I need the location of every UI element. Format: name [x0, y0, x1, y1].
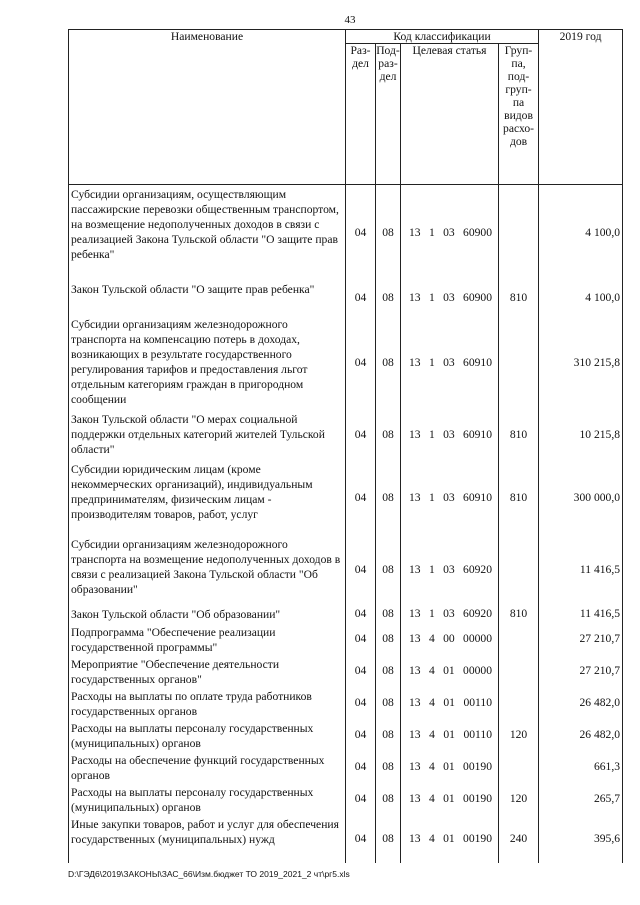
target-part-2: 4: [428, 664, 435, 677]
target-part-2: 1: [428, 290, 435, 304]
target-part-3: 01: [443, 792, 455, 805]
row-podrazdel: 08: [376, 623, 401, 655]
target-part-4: 00110: [463, 728, 492, 741]
row-amount: 4 100,0: [539, 185, 623, 280]
row-podrazdel: 08: [376, 815, 401, 863]
row-target-code: [401, 280, 499, 315]
row-podrazdel: 08: [376, 751, 401, 783]
row-podrazdel: 08: [376, 280, 401, 315]
table-row: [69, 410, 623, 460]
row-podrazdel: 08: [376, 185, 401, 280]
row-razdel: 04: [346, 460, 376, 535]
target-part-2: 1: [428, 225, 435, 239]
row-group: 810: [499, 605, 539, 623]
row-razdel: 04: [346, 605, 376, 623]
row-group: [499, 535, 539, 605]
row-name: Расходы на обеспечение функций государственных органов: [69, 751, 346, 783]
target-part-2: 1: [428, 490, 435, 504]
table-row: [69, 655, 623, 687]
target-part-4: 60910: [463, 355, 492, 369]
row-name: Мероприятие "Обеспечение деятельности государственных органов": [69, 655, 346, 687]
target-part-1: 13: [409, 832, 421, 845]
row-podrazdel: 08: [376, 410, 401, 460]
row-target-code: [401, 751, 499, 783]
row-amount: 26 482,0: [539, 687, 623, 719]
row-target-code: [401, 315, 499, 410]
row-group: 810: [499, 280, 539, 315]
target-part-3: 03: [443, 607, 455, 620]
target-part-4: 00190: [463, 792, 492, 805]
row-razdel: 04: [346, 655, 376, 687]
row-group: [499, 751, 539, 783]
row-podrazdel: 08: [376, 535, 401, 605]
row-razdel: 04: [346, 783, 376, 815]
target-part-4: 00110: [463, 696, 492, 709]
row-amount: 27 210,7: [539, 655, 623, 687]
row-amount: 310 215,8: [539, 315, 623, 410]
table-row: [69, 185, 623, 280]
target-part-4: 60920: [463, 563, 492, 576]
target-part-2: 4: [428, 792, 435, 805]
target-part-3: 01: [443, 832, 455, 845]
row-group: [499, 623, 539, 655]
target-part-3: 03: [443, 563, 455, 576]
row-target-code: [401, 687, 499, 719]
table-row: [69, 783, 623, 815]
row-razdel: 04: [346, 410, 376, 460]
row-podrazdel: 08: [376, 655, 401, 687]
row-group: 120: [499, 783, 539, 815]
row-name: Расходы на выплаты персоналу государственных (муниципальных) органов: [69, 783, 346, 815]
file-path-footer: D:\ГЭД6\2019\ЗАКОНЫ\ЗАС_66\Изм.бюджет ТО 2019_2021_2 чт\рг5.xls: [68, 869, 350, 879]
target-part-3: 01: [443, 696, 455, 709]
target-part-2: 4: [428, 760, 435, 773]
target-part-4: 60910: [463, 490, 492, 504]
row-podrazdel: 08: [376, 719, 401, 751]
target-part-2: 1: [428, 355, 435, 369]
row-amount: 4 100,0: [539, 280, 623, 315]
row-target-code: [401, 815, 499, 863]
row-name: Закон Тульской области "Об образовании": [69, 605, 346, 623]
row-group: [499, 185, 539, 280]
row-podrazdel: 08: [376, 315, 401, 410]
row-target-code: [401, 185, 499, 280]
row-name: Подпрограмма "Обеспечение реализации государственной программы": [69, 623, 346, 655]
header-target: Целевая статья: [401, 44, 499, 185]
target-part-2: 1: [428, 607, 435, 620]
row-name: Субсидии организациям железнодорожного транспорта на компенсацию потерь в доходах, возникающих в результате государственного регулирования тарифов и предоставления льгот отдельным категориям граждан в пригородном сообщении: [69, 315, 346, 410]
row-razdel: 04: [346, 315, 376, 410]
row-amount: 27 210,7: [539, 623, 623, 655]
target-part-3: 03: [443, 428, 455, 441]
row-group: [499, 687, 539, 719]
target-part-4: 60900: [463, 290, 492, 304]
target-part-3: 01: [443, 664, 455, 677]
target-part-3: 01: [443, 760, 455, 773]
table-row: [69, 687, 623, 719]
table-row: [69, 605, 623, 623]
table-body: [69, 185, 623, 863]
row-amount: 11 416,5: [539, 535, 623, 605]
row-razdel: 04: [346, 719, 376, 751]
row-podrazdel: 08: [376, 460, 401, 535]
table-row: [69, 535, 623, 605]
target-part-1: 13: [409, 490, 421, 504]
target-part-1: 13: [409, 355, 421, 369]
row-target-code: [401, 460, 499, 535]
row-group: 240: [499, 815, 539, 863]
table-row: [69, 460, 623, 535]
target-part-1: 13: [409, 428, 421, 441]
row-group: 810: [499, 460, 539, 535]
row-name: Закон Тульской области "О мерах социальной поддержки отдельных категорий жителей Тульской области": [69, 410, 346, 460]
row-target-code: [401, 535, 499, 605]
row-razdel: 04: [346, 535, 376, 605]
header-year: 2019 год: [539, 30, 623, 185]
target-part-2: 4: [429, 728, 435, 741]
row-target-code: [401, 655, 499, 687]
target-part-1: 13: [409, 760, 421, 773]
row-podrazdel: 08: [376, 783, 401, 815]
table-row: [69, 623, 623, 655]
row-amount: 10 215,8: [539, 410, 623, 460]
target-part-1: 13: [409, 664, 421, 677]
target-part-1: 13: [409, 607, 421, 620]
target-part-3: 03: [443, 290, 455, 304]
row-target-code: [401, 605, 499, 623]
header-code: Код классификации: [346, 30, 539, 44]
row-amount: 11 416,5: [539, 605, 623, 623]
row-name: Субсидии организациям, осуществляющим пассажирские перевозки общественным транспортом, на возмещение недополученных доходов в связи с реализацией Закона Тульской области "О защите прав ребенка": [69, 185, 346, 280]
target-part-3: 03: [443, 225, 455, 239]
target-part-4: 00000: [463, 664, 492, 677]
target-part-4: 60920: [463, 607, 492, 620]
target-part-3: 01: [443, 728, 455, 741]
row-name: Расходы на выплаты персоналу государственных (муниципальных) органов: [69, 719, 346, 751]
target-part-2: 1: [428, 428, 435, 441]
row-razdel: 04: [346, 185, 376, 280]
row-group: [499, 655, 539, 687]
target-part-2: 4: [428, 832, 435, 845]
target-part-4: 00190: [463, 760, 492, 773]
row-razdel: 04: [346, 687, 376, 719]
row-amount: 26 482,0: [539, 719, 623, 751]
row-group: 810: [499, 410, 539, 460]
table-row: [69, 315, 623, 410]
header-razdel: Раз- дел: [346, 44, 376, 185]
row-group: 120: [499, 719, 539, 751]
row-amount: 395,6: [539, 815, 623, 863]
row-amount: 300 000,0: [539, 460, 623, 535]
header-name: Наименование: [69, 30, 346, 185]
target-part-1: 13: [409, 290, 421, 304]
row-razdel: 04: [346, 280, 376, 315]
target-part-1: 13: [409, 696, 421, 709]
table-row: [69, 751, 623, 783]
row-name: Субсидии организациям железнодорожного транспорта на возмещение недополученных доходов в связи с реализацией Закона Тульской области "Об образовании": [69, 535, 346, 605]
target-part-1: 13: [409, 632, 421, 645]
row-amount: 265,7: [539, 783, 623, 815]
row-podrazdel: 08: [376, 605, 401, 623]
target-part-3: 03: [443, 490, 455, 504]
target-part-2: 4: [429, 696, 435, 709]
row-amount: 661,3: [539, 751, 623, 783]
row-name: Закон Тульской области "О защите прав ребенка": [69, 280, 346, 315]
row-target-code: [401, 719, 499, 751]
target-part-3: 00: [443, 632, 455, 645]
target-part-4: 00190: [463, 832, 492, 845]
target-part-2: 1: [428, 563, 435, 576]
target-part-1: 13: [409, 563, 421, 576]
table-row: [69, 719, 623, 751]
row-razdel: 04: [346, 751, 376, 783]
target-part-4: 60910: [463, 428, 492, 441]
target-part-3: 03: [443, 355, 455, 369]
target-part-1: 13: [409, 792, 421, 805]
target-part-4: 60900: [463, 225, 492, 239]
target-part-1: 13: [409, 225, 421, 239]
row-name: Иные закупки товаров, работ и услуг для обеспечения государственных (муниципальных) нужд: [69, 815, 346, 863]
row-podrazdel: 08: [376, 687, 401, 719]
target-part-4: 00000: [463, 632, 492, 645]
table-row: [69, 280, 623, 315]
budget-table: [68, 29, 623, 863]
target-part-1: 13: [409, 728, 421, 741]
header-group: Груп- па, под- груп- па видов расхо- дов: [499, 44, 539, 185]
row-razdel: 04: [346, 623, 376, 655]
target-part-2: 4: [428, 632, 435, 645]
table-row: [69, 815, 623, 863]
header-podrazdel: Под- раз- дел: [376, 44, 401, 185]
row-target-code: [401, 623, 499, 655]
row-target-code: [401, 410, 499, 460]
row-target-code: [401, 783, 499, 815]
page-number: 43: [344, 14, 356, 26]
row-name: Расходы на выплаты по оплате труда работников государственных органов: [69, 687, 346, 719]
row-razdel: 04: [346, 815, 376, 863]
row-group: [499, 315, 539, 410]
row-name: Субсидии юридическим лицам (кроме некоммерческих организаций), индивидуальным предпринимателям, физическим лицам - производителям товаров, работ, услуг: [69, 460, 346, 535]
